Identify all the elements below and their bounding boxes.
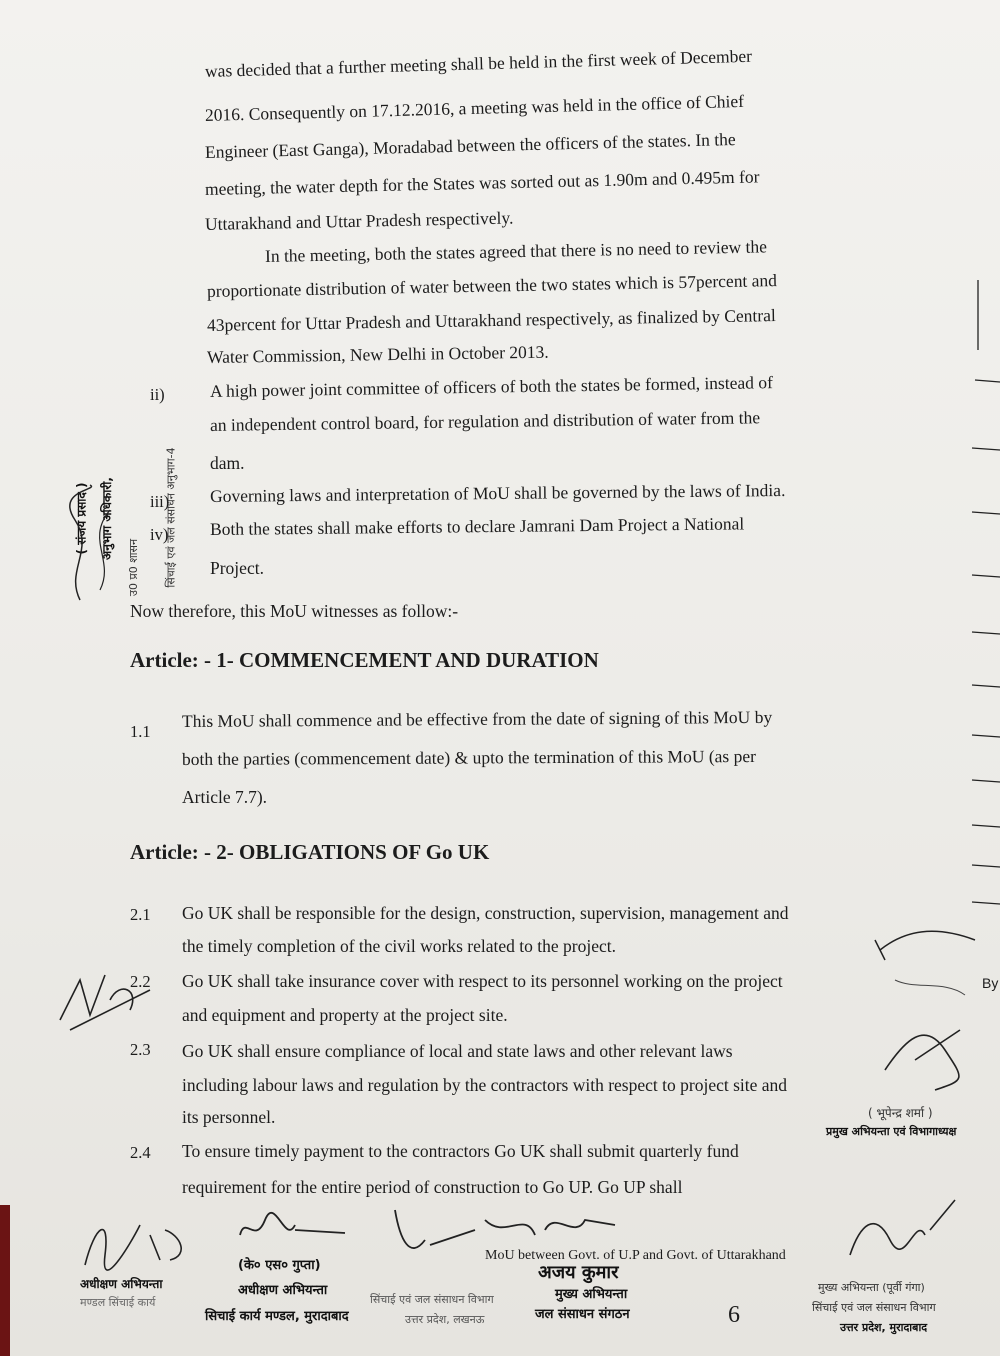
bottom-center1-signature xyxy=(235,1205,355,1255)
bottom-center2-title: मुख्य अभियन्ता xyxy=(555,1287,628,1302)
left-margin-signature xyxy=(60,480,130,610)
intro-line: was decided that a further meeting shall be held in the first week of December xyxy=(204,45,753,81)
item-line: including labour laws and regulation by the contractors with respect to project site and xyxy=(182,1075,788,1095)
item-line: its personnel. xyxy=(182,1107,276,1127)
bottom-center2-dept: जल संसाधन संगठन xyxy=(535,1307,630,1322)
item-line: Governing laws and interpretation of MoU shall be governed by the laws of India. xyxy=(209,479,786,506)
by-label: By xyxy=(982,975,999,991)
agreement-line: In the meeting, both the states agreed that there is no need to review the xyxy=(264,236,768,266)
item-line: Both the states shall make efforts to declare Jamrani Dam Project a National xyxy=(209,513,745,539)
agreement-line: 43percent for Uttar Pradesh and Uttarakhand respectively, as finalized by Central xyxy=(206,305,776,335)
item-line: the timely completion of the civil works related to the project. xyxy=(182,936,616,956)
bottom-right-loc: उत्तर प्रदेश, मुरादाबाद xyxy=(840,1321,928,1334)
bottom-right-signature xyxy=(835,1195,965,1270)
bottom-center1-title: अधीक्षण अभियन्ता xyxy=(238,1283,328,1298)
page-number: 6 xyxy=(728,1302,740,1328)
item-line: A high power joint committee of officers of both the states be formed, instead of xyxy=(209,372,774,401)
item-line: an independent control board, for regulation and distribution of water from the xyxy=(209,407,761,435)
bottom-center2-loc: उत्तर प्रदेश, लखनऊ xyxy=(405,1313,485,1326)
margin-tick-marks xyxy=(970,280,1000,1180)
item-line: Go UK shall be responsible for the design, construction, supervision, management and xyxy=(182,903,789,923)
intro-line: meeting, the water depth for the States was sorted out as 1.90m and 0.495m for xyxy=(204,166,760,199)
item-number: ii) xyxy=(150,385,165,404)
bottom-center2-sub: सिंचाई एवं जल संसाधन विभाग xyxy=(370,1293,494,1306)
bottom-center2-name: अजय कुमार xyxy=(538,1262,619,1283)
item-line: Go UK shall take insurance cover with respect to its personnel working on the project xyxy=(182,971,783,991)
item-line: To ensure timely payment to the contractors Go UK shall submit quarterly fund xyxy=(182,1141,739,1161)
article-2-heading: Article: - 2- OBLIGATIONS OF Go UK xyxy=(130,840,490,864)
item-number: iii) xyxy=(150,492,170,511)
article-1-heading: Article: - 1- COMMENCEMENT AND DURATION xyxy=(130,648,599,672)
stamp-dept: सिंचाई एवं जल संसाधन अनुभाग-4 xyxy=(164,447,178,588)
item-number: 1.1 xyxy=(130,722,151,741)
item-number: iv) xyxy=(150,525,169,544)
bottom-center2-signature xyxy=(385,1200,625,1270)
binding-strip xyxy=(0,1205,10,1356)
agreement-line: Water Commission, New Delhi in October 2013. xyxy=(206,341,549,367)
item-line: both the parties (commencement date) & upto the termination of this MoU (as per xyxy=(181,745,756,769)
item-line: and equipment and property at the project site. xyxy=(182,1005,508,1025)
bottom-center1-name: (के० एस० गुप्ता) xyxy=(238,1258,321,1273)
item-line: requirement for the entire period of construction to Go UP. Go UP shall xyxy=(182,1177,683,1197)
stamp-gov: उ0 प्र0 शासन xyxy=(127,538,141,597)
witness-line: Now therefore, this MoU witnesses as follow:- xyxy=(130,601,459,621)
mou-footer-line: MoU between Govt. of U.P and Govt. of Uttarakhand xyxy=(485,1248,786,1263)
stamp-title: अनुभाग अधिकारी, xyxy=(99,477,114,560)
item-number: 2.4 xyxy=(130,1143,151,1162)
intro-line: Engineer (East Ganga), Moradabad between the officers of the states. In the xyxy=(204,129,736,162)
bottom-right-dept: सिंचाई एवं जल संसाधन विभाग xyxy=(812,1301,936,1314)
item-line: dam. xyxy=(210,453,245,473)
stamp-name: ( संजय प्रसाद ) xyxy=(74,482,89,555)
bottom-left-signature xyxy=(70,1205,210,1275)
agreement-line: proportionate distribution of water between the two states which is 57percent and xyxy=(206,270,778,301)
bottom-right-title: मुख्य अभियन्ता (पूर्वी गंगा) xyxy=(818,1281,925,1294)
item-number: 2.3 xyxy=(130,1040,151,1059)
item-line: This MoU shall commence and be effective from the date of signing of this MoU by xyxy=(181,706,773,731)
right-signature xyxy=(865,920,985,1120)
item-line: Go UK shall ensure compliance of local and state laws and other relevant laws xyxy=(182,1041,733,1061)
bottom-left-title: अधीक्षण अभियन्ता xyxy=(80,1277,163,1291)
item-number: 2.2 xyxy=(130,972,151,991)
intro-line: 2016. Consequently on 17.12.2016, a meeting was held in the office of Chief xyxy=(204,90,745,125)
bottom-center1-office: सिचाई कार्य मण्डल, मुरादाबाद xyxy=(205,1309,349,1324)
item-number: 2.1 xyxy=(130,905,151,924)
intro-line: Uttarakhand and Uttar Pradesh respectively. xyxy=(204,207,514,234)
right-stamp-designation: प्रमुख अभियन्ता एवं विभागाध्यक्ष xyxy=(826,1125,957,1138)
left-initial-signature xyxy=(50,960,160,1040)
item-line: Article 7.7). xyxy=(182,787,268,807)
right-stamp-name: ( भूपेन्द्र शर्मा ) xyxy=(868,1106,933,1120)
item-line: Project. xyxy=(210,558,264,578)
bottom-left-office: मण्डल सिंचाई कार्य xyxy=(80,1296,156,1309)
